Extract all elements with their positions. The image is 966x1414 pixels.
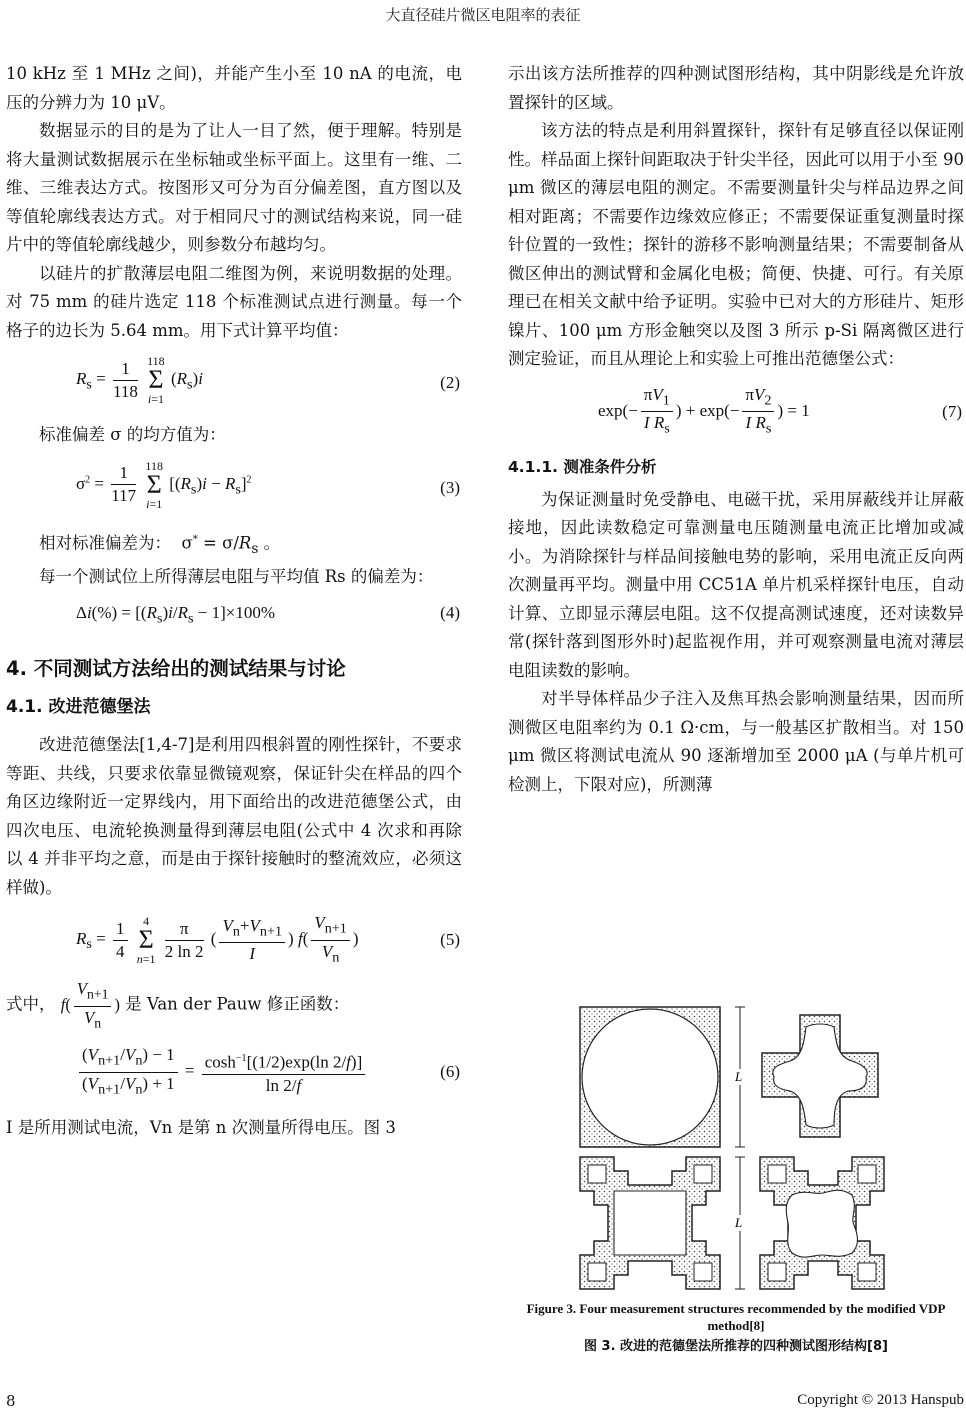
paragraph: 数据显示的目的是为了让人一目了然，便于理解。特别是将大量测试数据展示在坐标轴或坐标平面上。这里有一维、二维、三维表达方式。按图形又可分为百分偏差图，直方图以及等值轮廓线表达方式。对于相同尺寸的测试结构来说，同一硅片中的等值轮廓线越少，则参数分布越均匀。 bbox=[6, 121, 462, 254]
equation-number: (2) bbox=[440, 373, 460, 392]
figure-caption-en: Figure 3. Four measurement structures recommended by the modified VDP method[8] bbox=[526, 1301, 946, 1333]
measurement-structures-diagram bbox=[578, 1005, 888, 1295]
equation-3: $\sigma^2$ = $\frac{1}{117}$ 118 Σ i=1 $[(R_s)i - R_s]^2$ (3) bbox=[76, 458, 460, 511]
curved-tab-structure bbox=[760, 1157, 884, 1289]
paragraph: 为保证测量时免受静电、电磁干扰，采用屏蔽线并让屏蔽接地，因此读数稳定可靠测量电压随测量电流正比增加或减小。为消除探针与样品间接触电势的影响，采用电流正反向两次测量再平均。测量中用 CC51A 单片机采样探针电压，自动计算、立即显示薄层电阻。这不仅提高测试速度，还对读数异常(探针落到图形外时)起监视作用，并可观察测量电流对薄层电阻读数的影响。 bbox=[508, 489, 964, 680]
subsection-heading: 4.1. 改进范德堡法 bbox=[6, 697, 151, 718]
cross-structure bbox=[762, 1015, 878, 1137]
paragraph: I 是所用测试电流，Vn 是第 n 次测量所得电压。图 3 bbox=[6, 1118, 396, 1138]
right-column bbox=[508, 60, 964, 799]
paragraph: 10 kHz 至 1 MHz 之间)，并能产生小至 10 nA 的电流，电压的分辨力为 10 μV。 bbox=[6, 64, 462, 112]
equation-number: (6) bbox=[440, 1062, 460, 1082]
equation-6: $\frac{(V_{n+1}/V_n) - 1}{(V_{n+1}/V_n) + 1}$ = $\frac{\cosh^{-1}[(1/2)\exp(\ln 2/f)]}{\ln 2/f}$ (6) bbox=[6, 1038, 462, 1108]
paragraph: 标准偏差 σ 的均方值为： bbox=[39, 425, 226, 444]
equation-4: $\Delta i(\%) = [(R_s)i/R_s - 1]\times 100\%$ (4) bbox=[6, 595, 462, 635]
page-number: 8 bbox=[6, 1392, 16, 1410]
paragraph-text: 式中， bbox=[6, 994, 56, 1014]
dimension-label: L bbox=[735, 1215, 743, 1230]
equation-number: (3) bbox=[440, 477, 460, 497]
dimension-label: L bbox=[735, 1069, 743, 1084]
paragraph: 对半导体样品少子注入及焦耳热会影响测量结果，因而所测微区电阻率约为 0.1 Ω·cm，与一般基区扩散相当。对 150 μm 微区将测试电流从 90 逐渐增加至 2000 μA (与单片机可检测上，下限对应)，所测薄 bbox=[508, 689, 964, 794]
corner-tab-structure bbox=[580, 1157, 720, 1289]
paragraph: 该方法的特点是利用斜置探针，探针有足够直径以保证刚性。样品面上探针间距取决于针尖半径，因此可以用于小至 90 μm 微区的薄层电阻的测定。不需要测量针尖与样品边界之间相对距离；不需要作边缘效应修正；不需要保证重复测量时探针位置的一致性；探针的游移不影响测量结果；不需要制备从微区伸出的测试臂和金属化电极；简便、快捷、可行。有关原理已在相关文献中给予证明。实验中已对大的方形硅片、矩形镍片、100 μm 方形金触突以及图 3 所示 p-Si 隔离微区进行测定验证，而且从理论上和实验上可推出范德堡公式： bbox=[508, 121, 964, 368]
square-circle-structure bbox=[580, 1007, 720, 1147]
equation-2: $R_s$ = $\frac{1}{118}$ 118 Σ i=1 $(R_s)i$ (2) bbox=[76, 354, 460, 406]
paragraph-text: 是 Van der Pauw 修正函数： bbox=[125, 994, 350, 1014]
paragraph: 每一个测试位上所得薄层电阻与平均值 Rs 的偏差为： bbox=[39, 566, 434, 586]
equation-number: (5) bbox=[440, 930, 460, 950]
equation-number: (7) bbox=[942, 401, 962, 421]
section-heading: 4. 不同测试方法给出的测试结果与讨论 bbox=[6, 657, 346, 681]
paragraph: 式中， f( $\frac{V_{n+1}}{V_n}$ ) 是 Van der Pauw 修正函数： bbox=[6, 979, 350, 1030]
subsubsection-heading: 4.1.1. 测准条件分析 bbox=[508, 457, 657, 476]
paragraph: 以硅片的扩散薄层电阻二维图为例，来说明数据的处理。对 75 mm 的硅片选定 118 个标准测试点进行测量。每一个格子的边长为 5.64 mm。用下式计算平均值： bbox=[6, 263, 462, 340]
paragraph-text: 相对标准偏差为： bbox=[39, 533, 171, 552]
copyright-notice: Copyright © 2013 Hanspub bbox=[797, 1392, 964, 1408]
figure-caption-zh: 图 3. 改进的范德堡法所推荐的四种测试图形结构[8] bbox=[584, 1339, 888, 1354]
equation-7: exp(− $\frac{\pi V_1}{I R_s}$ ) + exp(− $\frac{\pi V_2}{I R_s}$ ) = 1 (7) bbox=[598, 384, 962, 437]
figure-3 bbox=[508, 1005, 964, 1365]
paragraph: 相对标准偏差为： $\sigma^* = \sigma/R_s$ 。 bbox=[39, 533, 281, 557]
paragraph: 改进范德堡法[1,4-7]是利用四根斜置的刚性探针，不要求等距、共线，只要求依靠显微镜观察，保证针尖在样品的四个角区边缘附近一定界线内，用下面给出的改进范德堡公式，由四次电压、电流轮换测量得到薄层电阻(公式中 4 次求和再除以 4 并非平均之意，而是由于探针接触时的整流效应，必须这样做)。 bbox=[6, 735, 462, 897]
left-column bbox=[6, 60, 462, 1143]
running-header: 大直径硅片微区电阻率的表征 bbox=[385, 6, 581, 24]
paragraph: 示出该方法所推荐的四种测试图形结构，其中阴影线是允许放置探针的区域。 bbox=[508, 64, 964, 112]
equation-5: $R_s$ = $\frac{1}{4}$ 4 Σ n=1 $\frac{\pi}{2 \ln 2}$ ( $\frac{V_n+V_{n+1}}{I}$ ) f( $\frac{V_{n+1}}{V_n}$ ) (5) bbox=[76, 913, 460, 967]
equation-number: (4) bbox=[440, 603, 460, 623]
